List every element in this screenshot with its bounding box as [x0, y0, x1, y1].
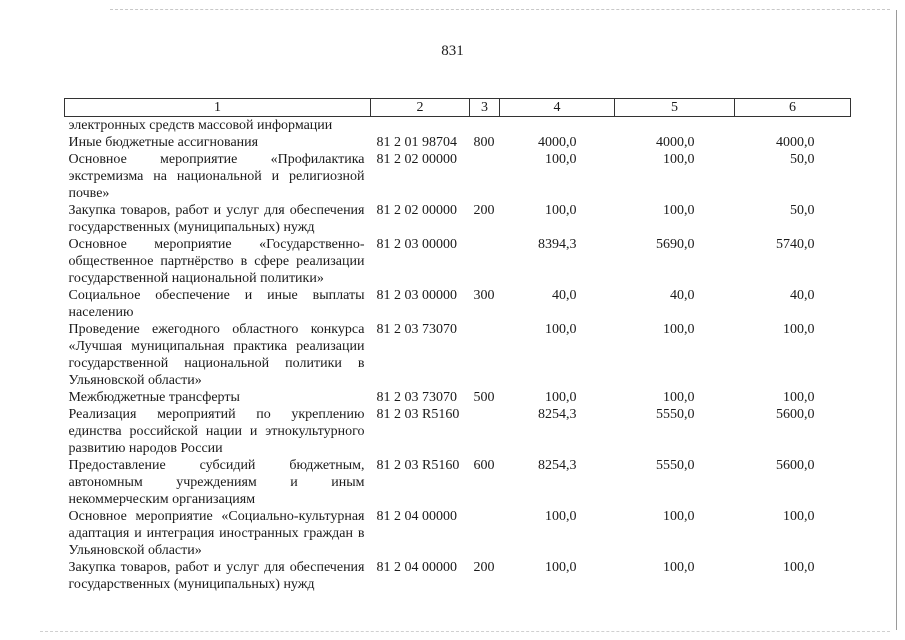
table-row — [65, 236, 851, 287]
row-code: 81 2 01 98704 — [376, 135, 457, 150]
column-header-name: 1 — [65, 99, 371, 117]
row-value-col6: 4000,0 — [776, 135, 815, 150]
row-value-col4: 8254,3 — [538, 407, 577, 422]
header-row — [65, 99, 851, 117]
row-name: Межбюджетные трансферты — [68, 390, 240, 405]
row-name: Основное мероприятие «Государственно-общественное партнёрство в сфере реализации государственной национальной политики» — [68, 237, 365, 286]
row-name: Иные бюджетные ассигнования — [68, 135, 259, 150]
row-value-col4: 8394,3 — [538, 237, 577, 252]
row-value-col6: 5740,0 — [776, 237, 815, 252]
row-value-col5: 40,0 — [670, 288, 695, 303]
row-expense-type — [470, 151, 500, 202]
row-value-col4: 8254,3 — [538, 458, 577, 473]
row-value-col5: 100,0 — [663, 390, 695, 405]
column-header-year1: 4 — [500, 99, 615, 117]
row-expense-type — [470, 117, 500, 135]
row-code: 81 2 03 00000 — [376, 237, 457, 252]
row-expense-type: 500 — [473, 390, 495, 405]
row-value-col4: 100,0 — [545, 560, 577, 575]
row-name: Реализация мероприятий по укреплению единства российской нации и этнокультурного развитию народов России — [68, 407, 365, 456]
row-value-col6: 5600,0 — [776, 407, 815, 422]
column-header-code: 2 — [371, 99, 470, 117]
row-expense-type — [470, 406, 500, 457]
table-row — [65, 151, 851, 202]
budget-table — [64, 98, 851, 593]
row-value-col5: 100,0 — [663, 560, 695, 575]
table-row — [65, 559, 851, 593]
row-value-col4: 100,0 — [545, 203, 577, 218]
row-value-col6 — [735, 117, 851, 135]
row-code: 81 2 03 00000 — [376, 288, 457, 303]
row-code: 81 2 02 00000 — [376, 203, 457, 218]
row-code: 81 2 04 00000 — [376, 560, 457, 575]
row-value-col5 — [615, 117, 735, 135]
row-value-col5: 100,0 — [663, 152, 695, 167]
row-value-col5: 100,0 — [663, 203, 695, 218]
row-value-col5: 4000,0 — [656, 135, 695, 150]
row-name: Социальное обеспечение и иные выплаты населению — [68, 288, 365, 320]
row-expense-type: 600 — [473, 458, 495, 473]
row-value-col5: 100,0 — [663, 509, 695, 524]
table-row — [65, 508, 851, 559]
row-expense-type — [470, 321, 500, 389]
row-value-col4: 40,0 — [552, 288, 577, 303]
row-value-col4: 100,0 — [545, 509, 577, 524]
row-code: 81 2 03 73070 — [376, 322, 457, 337]
row-expense-type — [470, 508, 500, 559]
row-code — [371, 117, 470, 135]
row-name: Предоставление субсидий бюджетным, автономным учреждениям и иным некоммерческим организациям — [68, 458, 365, 507]
column-header-year3: 6 — [735, 99, 851, 117]
row-name: электронных средств массовой информации — [68, 118, 333, 133]
row-value-col4: 100,0 — [545, 322, 577, 337]
row-code: 81 2 03 R5160 — [376, 407, 460, 422]
row-value-col4: 4000,0 — [538, 135, 577, 150]
column-header-year2: 5 — [615, 99, 735, 117]
row-value-col4: 100,0 — [545, 152, 577, 167]
row-name: Проведение ежегодного областного конкурса «Лучшая муниципальная практика реализации государственной национальной политики в Ульяновской области» — [68, 322, 365, 388]
row-code: 81 2 04 00000 — [376, 509, 457, 524]
row-value-col5: 100,0 — [663, 322, 695, 337]
row-code: 81 2 03 R5160 — [376, 458, 460, 473]
row-code: 81 2 02 00000 — [376, 152, 457, 167]
table-row — [65, 321, 851, 389]
row-value-col5: 5690,0 — [656, 237, 695, 252]
row-value-col5: 5550,0 — [656, 458, 695, 473]
row-value-col6: 40,0 — [790, 288, 815, 303]
table-row — [65, 389, 851, 406]
row-value-col6: 50,0 — [790, 203, 815, 218]
table-row — [65, 134, 851, 151]
row-value-col6: 5600,0 — [776, 458, 815, 473]
row-value-col4: 100,0 — [545, 390, 577, 405]
row-value-col6: 50,0 — [790, 152, 815, 167]
row-code: 81 2 03 73070 — [376, 390, 457, 405]
row-name: Основное мероприятие «Профилактика экстремизма на национальной и религиозной почве» — [68, 152, 365, 201]
row-value-col6: 100,0 — [783, 390, 815, 405]
column-header-type: 3 — [470, 99, 500, 117]
table-row — [65, 406, 851, 457]
row-expense-type: 300 — [473, 288, 495, 303]
row-value-col6: 100,0 — [783, 509, 815, 524]
page-number: 831 — [441, 43, 464, 59]
row-expense-type: 200 — [473, 203, 495, 218]
table-row — [65, 287, 851, 321]
scan-edge-top — [110, 9, 890, 10]
row-name: Закупка товаров, работ и услуг для обеспечения государственных (муниципальных) нужд — [68, 560, 365, 592]
table-row — [65, 117, 851, 135]
table-row — [65, 202, 851, 236]
row-name: Закупка товаров, работ и услуг для обеспечения государственных (муниципальных) нужд — [68, 203, 365, 235]
row-expense-type — [470, 236, 500, 287]
row-expense-type: 200 — [473, 560, 495, 575]
row-value-col6: 100,0 — [783, 322, 815, 337]
row-name: Основное мероприятие «Социально-культурная адаптация и интеграция иностранных граждан в Ульяновской области» — [68, 509, 365, 558]
row-value-col6: 100,0 — [783, 560, 815, 575]
row-value-col4 — [500, 117, 615, 135]
scan-edge-right — [896, 10, 897, 630]
scan-edge-bottom — [40, 631, 890, 632]
row-expense-type: 800 — [473, 135, 495, 150]
row-value-col5: 5550,0 — [656, 407, 695, 422]
table-row — [65, 457, 851, 508]
